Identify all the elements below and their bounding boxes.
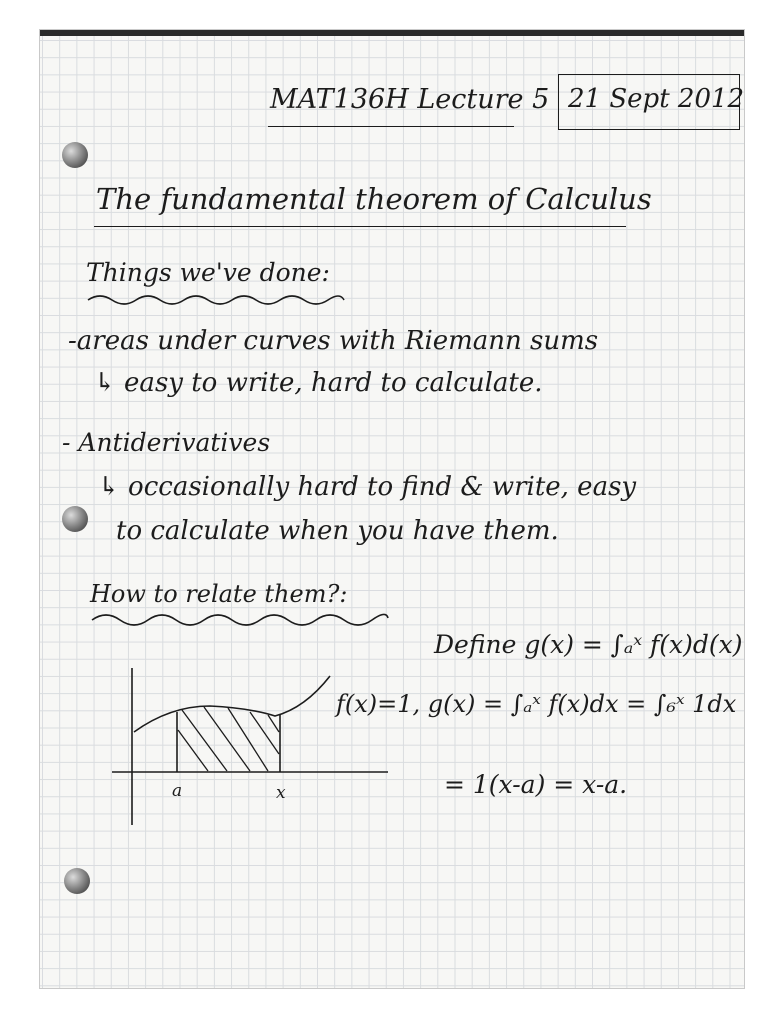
section-heading-relate: How to relate them?: [90, 580, 348, 608]
wavy-underline-relate [90, 610, 390, 630]
note-antideriv-detail-2: to calculate when you have them. [116, 516, 559, 546]
graph-label-a: a [172, 781, 183, 801]
note-antideriv-detail-1: ↳ occasionally hard to find & write, easy [98, 472, 637, 502]
lecture-date: 21 Sept 2012 [568, 84, 745, 114]
graph-label-x: x [276, 783, 286, 803]
define-g-of-x: Define g(x) = ∫ₐˣ f(x)d(x) [434, 630, 743, 659]
note-riemann-detail: ↳ easy to write, hard to calculate. [94, 368, 543, 398]
section-heading-done: Things we've done: [86, 258, 330, 287]
course-underline [268, 126, 514, 127]
wavy-underline-done [86, 292, 346, 308]
binder-hole-bottom [64, 868, 90, 894]
area-graph [100, 650, 390, 830]
lecture-title: The fundamental theorem of Calculus [96, 182, 652, 216]
binder-hole-top [62, 142, 88, 168]
shaded-area-hatching [178, 707, 279, 771]
binder-hole-middle [62, 506, 88, 532]
note-antiderivatives: - Antiderivatives [62, 428, 271, 457]
notebook-page [40, 30, 744, 988]
example-constant-function: f(x)=1, g(x) = ∫ₐˣ f(x)dx = ∫₆ˣ 1dx [336, 690, 737, 718]
note-riemann-sums: -areas under curves with Riemann sums [68, 326, 599, 356]
example-result: = 1(x-a) = x-a. [444, 770, 628, 799]
course-header: MAT136H Lecture 5 [270, 84, 550, 115]
curve-f [134, 676, 330, 732]
title-underline [94, 226, 626, 227]
